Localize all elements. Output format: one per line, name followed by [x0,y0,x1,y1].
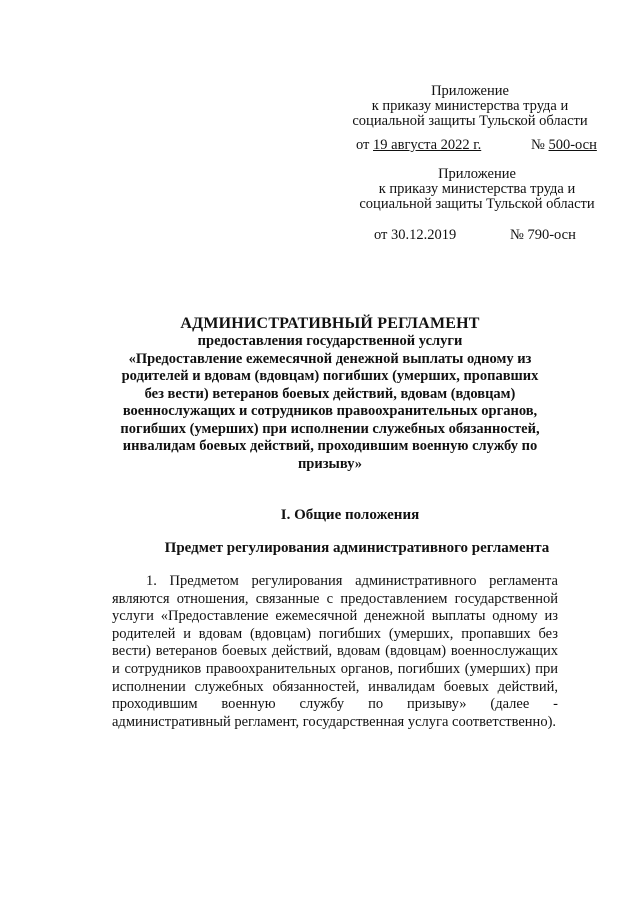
service-name-line: погибших (умерших) при исполнении служебных обязанностей, [120,420,540,437]
annex-original-line-1: Приложение [438,166,516,182]
annex-current-date-prefix: от [356,137,370,153]
annex-current-date [356,137,481,153]
annex-original-block [352,167,602,212]
annex-original-line-2: к приказу министерства труда и [378,181,576,197]
body-paragraph: 1. Предметом регулирования административного регламента являются отношения, связанные с предоставлением государственной услуги «Предоставление ежемесячной денежной выплаты одному из родителей и вдовам (вдовцам) погибших (умерших, пропавших без вести) ветеранов боевых действий, вдовам (вдовцам) военнослужащих и сотрудников правоохранительных органов, погибших (умерших) при исполнении служебных обязанностей, инвалидам боевых действий, проходившим военную службу по призыву» (далее - административный регламент, государственная услуга соответственно). [112,573,558,730]
annex-original-number: № 790-осн [510,227,576,243]
annex-current-line-2: к приказу министерства труда и [371,98,569,114]
annex-current-line-1: Приложение [431,83,509,99]
annex-current-number [531,137,597,153]
service-name-line: без вести) ветеранов боевых действий, вдовам (вдовцам) [144,385,516,402]
annex-current-block [345,84,595,129]
annex-current-line-3: социальной защиты Тульской области [352,113,588,129]
service-name-line: инвалидам боевых действий, проходившим военную службу по [122,438,538,454]
section-heading: I. Общие положения [280,507,420,523]
service-name-line: военнослужащих и сотрудников правоохранительных органов, [122,403,538,419]
annex-original-line-3: социальной защиты Тульской области [359,196,595,212]
annex-current-number-prefix: № [531,137,545,153]
document-title-block [110,314,550,473]
annex-current-number-value: 500-осн [548,137,597,153]
service-name-line: «Предоставление ежемесячной денежной выплаты одному из [128,350,532,367]
annex-original-date: от 30.12.2019 [374,227,457,243]
subsection-heading: Предмет регулирования административного регламента [164,540,550,556]
annex-current-date-value: 19 августа 2022 г. [373,137,482,153]
service-name-line: родителей и вдовам (вдовцам) погибших (умерших, пропавших [121,368,539,384]
service-name-line: призыву» [297,455,363,472]
document-title: АДМИНИСТРАТИВНЫЙ РЕГЛАМЕНТ [180,315,480,332]
service-name [110,351,550,474]
document-subtitle: предоставления государственной услуги [197,333,463,349]
